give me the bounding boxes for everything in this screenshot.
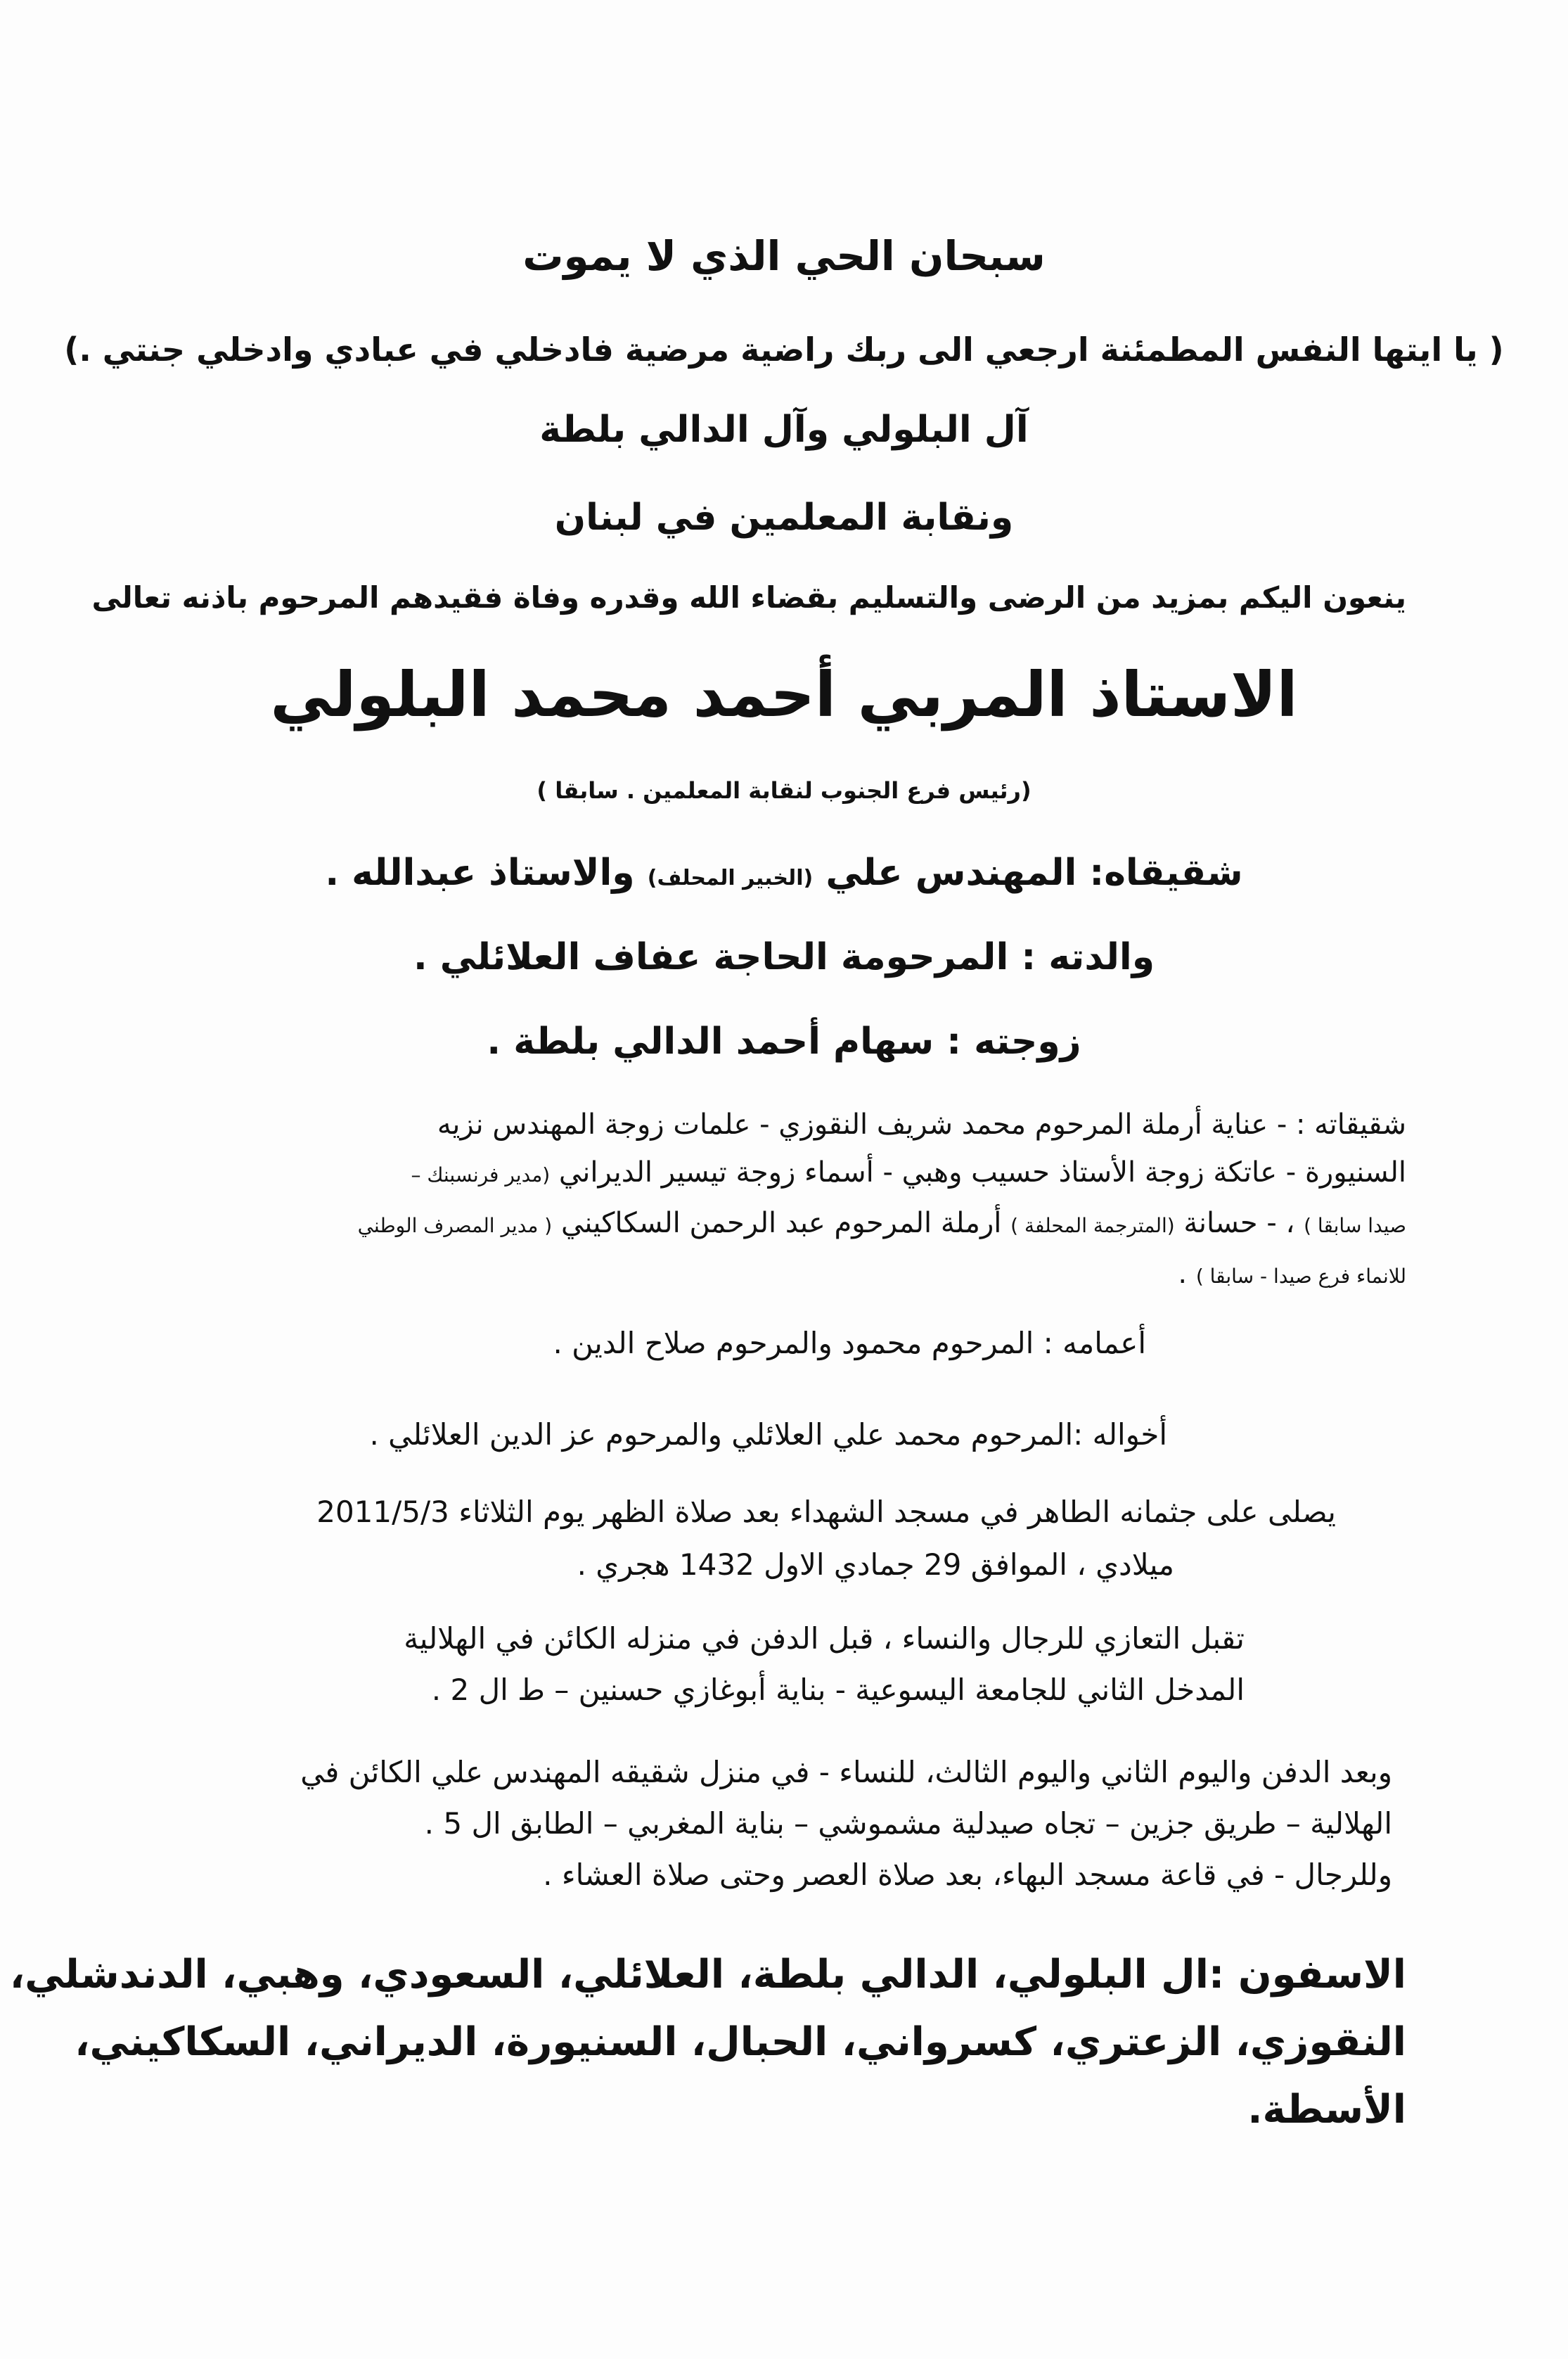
sisters-line-3-note-2: (المترجمة المحلفة ) xyxy=(1010,1214,1175,1237)
deceased-name: الاستاذ المربي أحمد محمد البلولي xyxy=(270,658,1298,731)
sisters-line-3-main: أرملة المرحوم عبد الرحمن السكاكيني xyxy=(560,1207,1002,1239)
paternal-uncles: أعمامه : المرحوم محمود والمرحوم صلاح الدين . xyxy=(553,1326,1146,1360)
union-line: ونقابة المعلمين في لبنان xyxy=(554,497,1014,539)
brothers-prefix: شقيقاه: المهندس علي xyxy=(825,852,1243,894)
maternal-uncles: أخواله :المرحوم محمد علي العلائلي والمرحوم عز الدين العلائلي . xyxy=(369,1417,1167,1452)
prayer-line-1: يصلى على جثمانه الطاهر في مسجد الشهداء بعد صلاة الظهر يوم الثلاثاء 2011/5/3 xyxy=(316,1495,1336,1529)
sisters-line-4-note: للانماء فرع صيدا - سابقا ) xyxy=(1195,1265,1406,1288)
after-burial-line-2: الهلالية – طريق جزين – تجاه صيدلية مشموشي – بناية المغربي – الطابق ال 5 . xyxy=(424,1806,1392,1841)
mother-line: والدته : المرحومة الحاجة عفاف العلائلي . xyxy=(413,936,1155,978)
condolences-line-1: تقبل التعازي للرجال والنساء ، قبل الدفن في منزله الكائن في الهلالية xyxy=(404,1621,1245,1656)
sisters-line-2-main: السنيورة - عاتكة زوجة الأستاذ حسيب وهبي - أسماء زوجة تيسير الديراني xyxy=(558,1156,1406,1189)
sisters-line-3-note-1: صيدا سابقا ) xyxy=(1304,1214,1406,1237)
brothers-suffix: والاستاذ عبدالله . xyxy=(325,852,635,894)
deceased-title: (رئيس فرع الجنوب لنقابة المعلمين . سابقا ) xyxy=(536,777,1032,804)
announcement: ينعون اليكم بمزيد من الرضى والتسليم بقضاء الله وقدره وفاة فقيدهم المرحوم باذنه تعالى xyxy=(91,580,1406,615)
sisters-line-3-note-3: ( مدير المصرف الوطني xyxy=(357,1214,553,1237)
prayer-line-2: ميلادي ، الموافق 29 جمادي الاول 1432 هجري . xyxy=(577,1547,1174,1582)
sisters-line-1: شقيقاته : - عناية أرملة المرحوم محمد شريف النقوزي - علمات زوجة المهندس نزيه xyxy=(437,1108,1406,1141)
brothers-line xyxy=(0,851,1568,895)
after-burial-line-1: وبعد الدفن واليوم الثاني واليوم الثالث، للنساء - في منزل شقيقه المهندس علي الكائن في xyxy=(300,1755,1392,1789)
brothers-note: (الخبير المحلف) xyxy=(647,866,814,890)
mourners-line-1: الاسفون :ال البلولي، الدالي بلطة، العلائلي، السعودي، وهبي، الدندشلي، xyxy=(9,1952,1406,1997)
mourners-line-2: النقوزي، الزعتري، كسرواني، الحبال، السنيورة، الديراني، السكاكيني، xyxy=(75,2019,1406,2065)
sisters-paragraph xyxy=(155,1101,1406,1300)
mourners-line-3: الأسطة. xyxy=(1247,2087,1406,2133)
sisters-line-2 xyxy=(155,1149,1406,1199)
sisters-line-4 xyxy=(155,1250,1406,1300)
header-title: سبحان الحي الذي لا يموت xyxy=(522,232,1046,280)
after-burial-line-3: وللرجال - في قاعة مسجد البهاء، بعد صلاة العصر وحتى صلاة العشاء . xyxy=(543,1858,1392,1892)
mourners-paragraph xyxy=(9,1941,1406,2144)
sisters-line-3 xyxy=(155,1199,1406,1250)
families-line: آل البلولي وآل الدالي بلطة xyxy=(539,409,1029,451)
sisters-line-4-end: . xyxy=(1178,1258,1188,1290)
condolences-line-2: المدخل الثاني للجامعة اليسوعية - بناية أبوغازي حسنين – ط ال 2 . xyxy=(431,1673,1245,1707)
sisters-line-2-note: (مدير فرنسبنك – xyxy=(411,1163,551,1187)
sisters-line-3-mid: ، - حسانة xyxy=(1183,1207,1295,1239)
wife-line: زوجته : سهام أحمد الدالي بلطة . xyxy=(487,1021,1081,1063)
quran-verse: ( يا ايتها النفس المطمئنة ارجعي الى ربك راضية مرضية فادخلي في عبادي وادخلي جنتي .) xyxy=(64,331,1504,369)
